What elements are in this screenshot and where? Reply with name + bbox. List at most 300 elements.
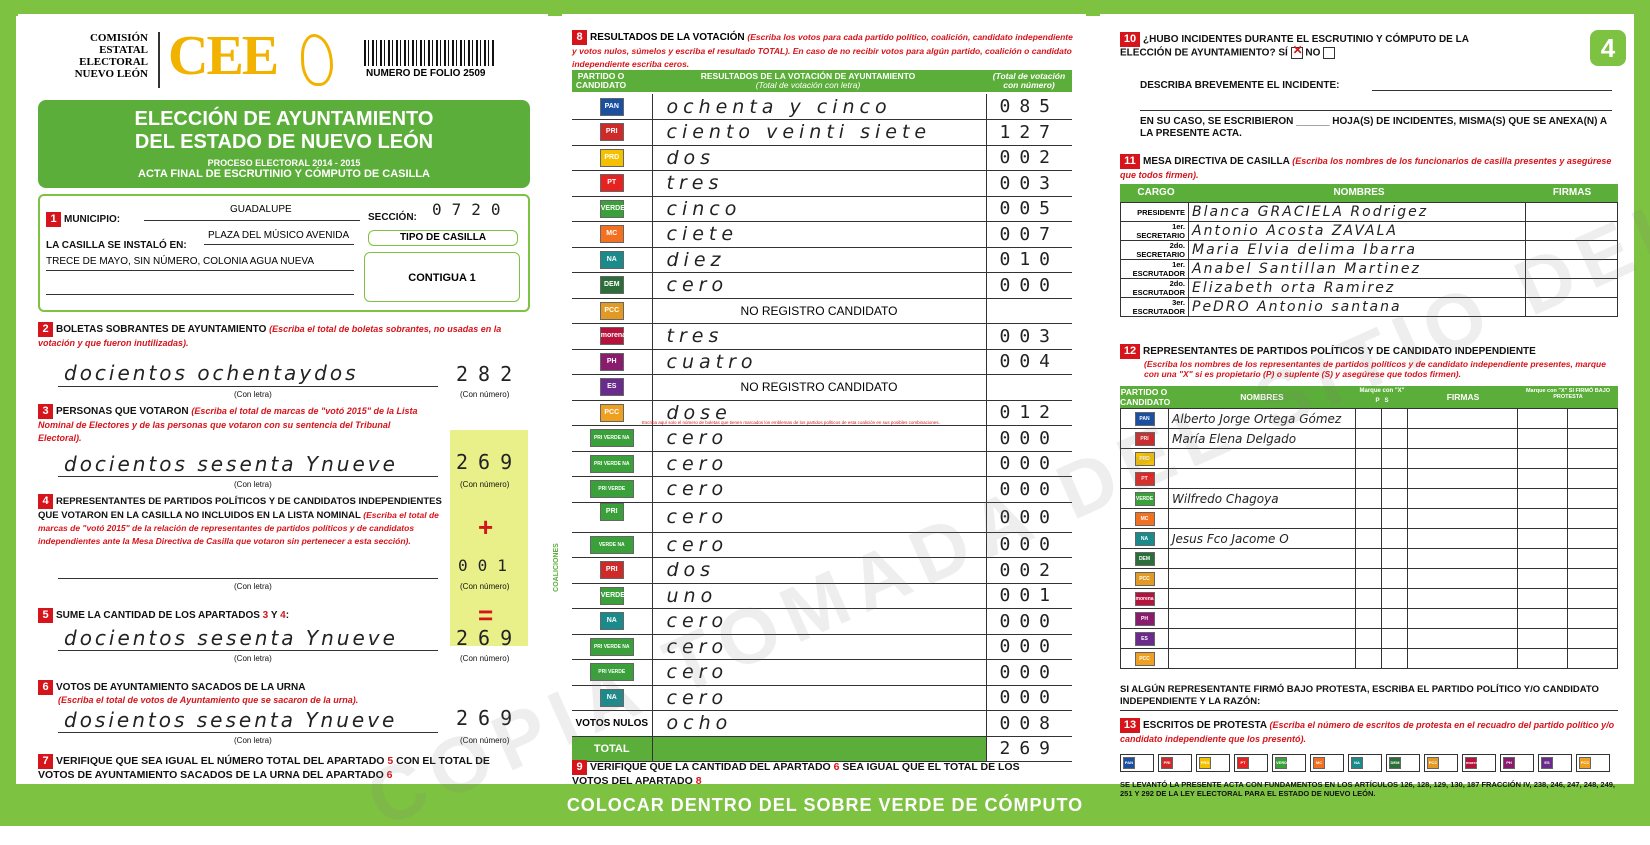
- coalition-label: COALICIONES: [553, 543, 560, 592]
- propietario-box[interactable]: [1356, 489, 1382, 509]
- results-table: [572, 94, 1072, 762]
- propietario-box[interactable]: [1356, 649, 1382, 669]
- propietario-box[interactable]: [1356, 529, 1382, 549]
- result-row: [572, 609, 1072, 635]
- rep-name: [1169, 569, 1356, 589]
- votes-in-letters: cero: [652, 273, 986, 299]
- party-logo-icon: PAN: [600, 98, 624, 116]
- votes-in-letters: cero: [652, 451, 986, 477]
- equals-sign: =: [478, 600, 493, 631]
- con-numero-3: (Con número): [460, 480, 509, 489]
- signature-field[interactable]: [1526, 260, 1618, 279]
- official-name: Anabel Santillan Martinez: [1189, 260, 1526, 279]
- votes-in-letters: dos: [652, 145, 986, 171]
- party-logo-icon: PCC: [600, 404, 624, 422]
- suplente-box[interactable]: [1382, 509, 1408, 529]
- col-results: RESULTADOS DE LA VOTACIÓN DE AYUNTAMIENTO (Total de votación con letra): [630, 70, 986, 92]
- con-letra-6: (Con letra): [234, 736, 272, 745]
- protest-count-box[interactable]: [1500, 754, 1534, 772]
- party-logo: [572, 349, 652, 375]
- section-3-numero: 269: [456, 450, 522, 474]
- propietario-box[interactable]: [1356, 469, 1382, 489]
- protesta-box-2[interactable]: [1568, 629, 1618, 649]
- votes-in-numbers: [986, 298, 1072, 324]
- section-2-numero: 282: [456, 362, 522, 386]
- votes-in-letters: ciento veinti siete: [652, 120, 986, 146]
- election-title-box: [38, 100, 530, 188]
- party-logo-icon: PRI NA: [600, 503, 624, 521]
- rep-signature[interactable]: [1408, 489, 1518, 509]
- rep-row: [1121, 529, 1618, 549]
- con-letra-4: (Con letra): [234, 582, 272, 591]
- votes-in-letters: dose: [652, 400, 986, 426]
- votes-in-numbers: 000: [986, 634, 1072, 660]
- protest-count-box[interactable]: [1120, 754, 1154, 772]
- signature-field[interactable]: [1526, 298, 1618, 317]
- party-logo-icon: PCC: [600, 302, 624, 320]
- protesta-box[interactable]: [1518, 629, 1568, 649]
- municipio-value: GUADALUPE: [230, 204, 292, 215]
- nulos-letra: ocho: [652, 711, 986, 737]
- party-logo-icon: PRI: [1135, 432, 1155, 446]
- propietario-box[interactable]: [1356, 509, 1382, 529]
- con-numero-4: (Con número): [460, 582, 509, 591]
- protesta-box[interactable]: [1518, 449, 1568, 469]
- official-name: Elizabeth orta Ramirez: [1189, 279, 1526, 298]
- mesa-row: [1121, 298, 1618, 317]
- rep-party-logo: [1121, 609, 1169, 629]
- mesa-header: [1120, 184, 1618, 202]
- lugar-1: PLAZA DEL MÚSICO AVENIDA: [208, 230, 349, 241]
- votes-in-numbers: 000: [986, 685, 1072, 711]
- section-4: 4 REPRESENTANTES DE PARTIDOS POLÍTICOS Y DE CANDIDATOS INDEPENDIENTES QUE VOTARON EN LA CASILLA NO INCLUIDOS EN LA LISTA NOMINAL (Escriba el total de marcas de "votó 2015" de la relación de representantes de partidos políticos y de candidatos independientes ante la Mesa Directiva de Casilla que votaron sin pertenecer a esta sección).: [38, 494, 448, 548]
- rep-name: [1169, 629, 1356, 649]
- votes-in-letters: cero: [652, 685, 986, 711]
- cargo: 3er. ESCRUTADOR: [1121, 298, 1189, 317]
- rep-col-party: PARTIDO O CANDIDATO: [1120, 386, 1168, 408]
- rep-col-protesta: Marque con "X" SI FIRMÓ BAJO PROTESTA: [1518, 386, 1618, 408]
- party-logo-icon: PRI VERDE NA: [590, 455, 634, 473]
- legal-text: SE LEVANTÓ LA PRESENTE ACTA CON FUNDAMENTOS EN LOS ARTÍCULOS 126, 128, 129, 130, 187 FRACCIÓN IV, 238, 246, 247, 248, 249, 251 Y 292 DE LA LEY ELECTORAL PARA EL ESTADO DE NUEVO LEÓN.: [1120, 780, 1618, 798]
- protesta-box-2[interactable]: [1568, 549, 1618, 569]
- acta-title: ACTA FINAL DE ESCRUTINIO Y CÓMPUTO DE CASILLA: [38, 168, 530, 180]
- suplente-box[interactable]: [1382, 569, 1408, 589]
- rep-party-logo: [1121, 509, 1169, 529]
- protesta-box-2[interactable]: [1568, 529, 1618, 549]
- cargo: 1er. SECRETARIO: [1121, 222, 1189, 241]
- rep-row: [1121, 509, 1618, 529]
- protesta-box-2[interactable]: [1568, 409, 1618, 429]
- party-logo: [572, 120, 652, 146]
- rep-signature[interactable]: [1408, 629, 1518, 649]
- rep-party-logo: [1121, 429, 1169, 449]
- protesta-box-2[interactable]: [1568, 469, 1618, 489]
- rep-table: [1120, 408, 1618, 669]
- signature-field[interactable]: [1526, 241, 1618, 260]
- protesta-box-2[interactable]: [1568, 649, 1618, 669]
- rep-signature[interactable]: [1408, 449, 1518, 469]
- col-cargo: CARGO: [1120, 184, 1192, 202]
- section-2: 2 BOLETAS SOBRANTES DE AYUNTAMIENTO (Escriba el total de boletas sobrantes, no usadas en la votación y que fueron inutilizadas).: [38, 322, 530, 350]
- con-letra-3: (Con letra): [234, 480, 272, 489]
- si-checkbox[interactable]: ✕: [1291, 47, 1303, 59]
- propietario-box[interactable]: [1356, 569, 1382, 589]
- protesta-box[interactable]: [1518, 609, 1568, 629]
- protesta-box[interactable]: [1518, 569, 1568, 589]
- protesta-box[interactable]: [1518, 649, 1568, 669]
- suplente-box[interactable]: [1382, 549, 1408, 569]
- result-row: [572, 634, 1072, 660]
- lugar-2: TRECE DE MAYO, SIN NÚMERO, COLONIA AGUA NUEVA: [46, 256, 314, 267]
- left-panel: [18, 14, 548, 780]
- total-num: 269: [986, 736, 1072, 762]
- result-row: [572, 273, 1072, 299]
- party-logo: [572, 400, 652, 426]
- mesa-row: [1121, 203, 1618, 222]
- col-firmas: FIRMAS: [1526, 184, 1618, 202]
- propietario-box[interactable]: [1356, 429, 1382, 449]
- votes-in-letters: cero: [652, 660, 986, 686]
- col-num: (Total de votación con número): [986, 70, 1072, 92]
- votes-in-numbers: 000: [986, 273, 1072, 299]
- section-3: 3 PERSONAS QUE VOTARON (Escriba el total de marcas de "votó 2015" de la Lista Nominal de Electores y de las personas que votaron con su sentencia del Tribunal Electoral).: [38, 404, 428, 445]
- total-row: [572, 736, 1072, 762]
- party-logo-icon: PT: [600, 174, 624, 192]
- protesta-box-2[interactable]: [1568, 509, 1618, 529]
- propietario-box[interactable]: [1356, 589, 1382, 609]
- section-6-numero: 269: [456, 706, 522, 730]
- protesta-box-2[interactable]: [1568, 609, 1618, 629]
- protesta-box-2[interactable]: [1568, 489, 1618, 509]
- plus-sign: +: [478, 512, 493, 543]
- result-row: [572, 247, 1072, 273]
- rep-row: [1121, 549, 1618, 569]
- rep-signature[interactable]: [1408, 609, 1518, 629]
- section-5-letra: docientos sesenta Ynueve: [64, 626, 398, 650]
- votes-in-letters: cero: [652, 609, 986, 635]
- party-logo-icon: DEM: [1135, 552, 1155, 566]
- propietario-box[interactable]: [1356, 609, 1382, 629]
- votes-in-numbers: 000: [986, 660, 1072, 686]
- rep-signature[interactable]: [1408, 409, 1518, 429]
- protesta-box[interactable]: [1518, 409, 1568, 429]
- suplente-box[interactable]: [1382, 409, 1408, 429]
- sheet-number: 4: [1590, 30, 1626, 66]
- suplente-box[interactable]: [1382, 449, 1408, 469]
- votes-in-letters: cero: [652, 502, 986, 532]
- rep-party-logo: [1121, 449, 1169, 469]
- votes-in-numbers: 004: [986, 349, 1072, 375]
- suplente-box[interactable]: [1382, 429, 1408, 449]
- party-logo-icon: PRI VERDE NA: [590, 429, 634, 447]
- party-logo: [572, 375, 652, 401]
- result-row: [572, 324, 1072, 350]
- nulos-num: 008: [986, 711, 1072, 737]
- section-3-letra: docientos sesenta Ynueve: [64, 452, 398, 476]
- rep-name: Alberto Jorge Ortega Gómez: [1169, 409, 1356, 429]
- nl-map-icon: [301, 34, 333, 86]
- tipo-label: TIPO DE CASILLA: [368, 230, 518, 246]
- votes-in-letters: cero: [652, 477, 986, 503]
- signature-field[interactable]: [1526, 222, 1618, 241]
- party-logo: [572, 502, 652, 532]
- party-logo: [572, 426, 652, 452]
- rep-header: [1120, 386, 1618, 408]
- rep-row: [1121, 469, 1618, 489]
- party-logo-icon: VERDE: [600, 200, 624, 218]
- mesa-row: [1121, 260, 1618, 279]
- votes-in-numbers: [986, 375, 1072, 401]
- result-row: [572, 451, 1072, 477]
- party-logo: [572, 558, 652, 584]
- party-logo-icon: morena: [600, 327, 624, 345]
- suplente-box[interactable]: [1382, 629, 1408, 649]
- party-logo-icon: VERDE: [1135, 492, 1155, 506]
- propietario-box[interactable]: [1356, 629, 1382, 649]
- col-nombres: NOMBRES: [1192, 184, 1526, 202]
- rep-row: [1121, 609, 1618, 629]
- rep-name: Jesus Fco Jacome O: [1169, 529, 1356, 549]
- mesa-row: [1121, 241, 1618, 260]
- party-logo: [572, 451, 652, 477]
- suplente-box[interactable]: [1382, 589, 1408, 609]
- official-name: Antonio Acosta ZAVALA: [1189, 222, 1526, 241]
- party-logo-icon: ES: [1541, 757, 1553, 769]
- party-logo-icon: PAN: [1123, 757, 1135, 769]
- con-letra-2: (Con letra): [234, 390, 272, 399]
- votes-in-numbers: 003: [986, 324, 1072, 350]
- section-5-numero: 269: [456, 626, 522, 650]
- party-logo-icon: NA: [600, 612, 624, 630]
- section-7: 7 VERIFIQUE QUE SEA IGUAL EL NÚMERO TOTAL DEL APARTADO 5 CON EL TOTAL DE VOTOS DE AYUNTAMIENTO SACADOS DE LA URNA DEL APARTADO 6: [38, 754, 508, 781]
- section-11-header: 11 MESA DIRECTIVA DE CASILLA (Escriba los nombres de los funcionarios de casilla presentes y asegúrese que todos firmen).: [1120, 154, 1620, 182]
- protesta-box[interactable]: [1518, 429, 1568, 449]
- party-logo-icon: ES: [1135, 632, 1155, 646]
- seccion-value: 0720: [432, 200, 511, 219]
- votes-in-numbers: 127: [986, 120, 1072, 146]
- section-13-header: 13 ESCRITOS DE PROTESTA (Escriba el número de escritos de protesta en el recuadro del partido político y/o candidato independiente que los presentó).: [1120, 718, 1620, 746]
- protest-count-box[interactable]: [1196, 754, 1230, 772]
- con-numero-6: (Con número): [460, 736, 509, 745]
- rep-signature[interactable]: [1408, 649, 1518, 669]
- party-logo-icon: PCC: [1579, 757, 1591, 769]
- protest-count-box[interactable]: [1462, 754, 1496, 772]
- rep-signature[interactable]: [1408, 529, 1518, 549]
- rep-row: [1121, 409, 1618, 429]
- result-row: [572, 349, 1072, 375]
- signature-field[interactable]: [1526, 203, 1618, 222]
- votes-in-numbers: 007: [986, 222, 1072, 248]
- rep-signature[interactable]: [1408, 469, 1518, 489]
- protesta-box[interactable]: [1518, 489, 1568, 509]
- party-logo: [572, 634, 652, 660]
- protesta-box[interactable]: [1518, 509, 1568, 529]
- protest-count-box[interactable]: [1538, 754, 1572, 772]
- party-logo: [572, 477, 652, 503]
- party-logo: [572, 660, 652, 686]
- tipo-value: CONTIGUA 1: [364, 252, 520, 302]
- right-panel: [1100, 14, 1634, 780]
- rep-party-logo: [1121, 469, 1169, 489]
- result-row: [572, 660, 1072, 686]
- results-header: [572, 70, 1072, 92]
- rep-name: [1169, 589, 1356, 609]
- seccion-label: SECCIÓN:: [368, 212, 417, 224]
- party-logo-icon: PRI: [600, 561, 624, 579]
- votes-in-numbers: 000: [986, 609, 1072, 635]
- barcode: [364, 40, 494, 66]
- signature-field[interactable]: [1526, 279, 1618, 298]
- title-line-1: ELECCIÓN DE AYUNTAMIENTO: [38, 100, 530, 131]
- party-logo-icon: NA: [1351, 757, 1363, 769]
- party-logo-icon: PRI VERDE NA: [590, 638, 634, 656]
- section-5: 5 SUME LA CANTIDAD DE LOS APARTADOS 3 Y 4:: [38, 608, 289, 623]
- suplente-box[interactable]: [1382, 489, 1408, 509]
- protest-count-box[interactable]: [1234, 754, 1268, 772]
- rep-col-nombres: NOMBRES: [1168, 386, 1356, 408]
- party-logo: [572, 145, 652, 171]
- protesta-box-2[interactable]: [1568, 589, 1618, 609]
- cargo: 1er. ESCRUTADOR: [1121, 260, 1189, 279]
- instalo-label: LA CASILLA SE INSTALÓ EN:: [46, 240, 187, 252]
- process: PROCESO ELECTORAL 2014 - 2015: [38, 158, 530, 168]
- protest-count-box[interactable]: [1424, 754, 1458, 772]
- protest-count-box[interactable]: [1386, 754, 1420, 772]
- mesa-row: [1121, 279, 1618, 298]
- protesta-box[interactable]: [1518, 469, 1568, 489]
- party-logo-icon: PCC: [1135, 572, 1155, 586]
- section-10: 10 ¿HUBO INCIDENTES DURANTE EL ESCRUTINIO Y CÓMPUTO DE LA ELECCIÓN DE AYUNTAMIENTO? SÍ ✕ NO: [1120, 32, 1510, 60]
- protesta-box[interactable]: [1518, 549, 1568, 569]
- cargo: PRESIDENTE: [1121, 203, 1189, 222]
- describe-label: DESCRIBA BREVEMENTE EL INCIDENTE:: [1140, 80, 1339, 92]
- rep-signature[interactable]: [1408, 429, 1518, 449]
- party-logo-icon: PRI: [600, 123, 624, 141]
- votes-in-letters: cero: [652, 634, 986, 660]
- section-2-letra: docientos ochentaydos: [64, 361, 359, 385]
- protest-count-box[interactable]: [1272, 754, 1306, 772]
- votes-in-numbers: 002: [986, 145, 1072, 171]
- suplente-box[interactable]: [1382, 649, 1408, 669]
- rep-party-logo: [1121, 569, 1169, 589]
- rep-name: [1169, 549, 1356, 569]
- suplente-box[interactable]: [1382, 529, 1408, 549]
- party-logo-icon: PH: [1135, 612, 1155, 626]
- party-logo-icon: PRD: [1199, 757, 1211, 769]
- protest-count-box[interactable]: [1576, 754, 1610, 772]
- protesta-box-2[interactable]: [1568, 429, 1618, 449]
- protesta-box-2[interactable]: [1568, 569, 1618, 589]
- party-logo-icon: NA: [600, 689, 624, 707]
- section-12-header: 12 REPRESENTANTES DE PARTIDOS POLÍTICOS Y DE CANDIDATO INDEPENDIENTE (Escriba los nombres de los representantes de partidos políticos y de candidato independiente presentes, marque con una "X" si es propietario (P) o suplente (S) y asegúrese que todos firmen).: [1120, 344, 1620, 379]
- party-logo-icon: MC: [600, 225, 624, 243]
- rep-signature[interactable]: [1408, 509, 1518, 529]
- protesta-box[interactable]: [1518, 589, 1568, 609]
- middle-panel: [562, 14, 1086, 780]
- party-logo-icon: DEM: [1389, 757, 1401, 769]
- party-logo: [572, 247, 652, 273]
- party-logo: [572, 273, 652, 299]
- votes-in-numbers: 000: [986, 532, 1072, 558]
- rep-party-logo: [1121, 409, 1169, 429]
- votes-in-letters: diez: [652, 247, 986, 273]
- party-logo: [572, 609, 652, 635]
- protest-count-box[interactable]: [1158, 754, 1192, 772]
- party-logo-icon: PH: [600, 353, 624, 371]
- protest-count-box[interactable]: [1310, 754, 1344, 772]
- votes-in-letters: ciete: [652, 222, 986, 248]
- rep-name: [1169, 449, 1356, 469]
- suplente-box[interactable]: [1382, 469, 1408, 489]
- party-logo: [572, 532, 652, 558]
- party-logo-icon: MC: [1135, 512, 1155, 526]
- cargo: 2do. ESCRUTADOR: [1121, 279, 1189, 298]
- rep-row: [1121, 489, 1618, 509]
- result-row: [572, 171, 1072, 197]
- rep-signature[interactable]: [1408, 549, 1518, 569]
- votes-in-numbers: 085: [986, 94, 1072, 120]
- party-logo: [572, 324, 652, 350]
- no-checkbox[interactable]: [1323, 47, 1335, 59]
- votes-in-letters: uno: [652, 583, 986, 609]
- votes-in-letters: cero: [652, 532, 986, 558]
- rep-signature[interactable]: [1408, 569, 1518, 589]
- votes-in-numbers: 003: [986, 171, 1072, 197]
- party-logo-icon: PH: [1503, 757, 1515, 769]
- propietario-box[interactable]: [1356, 409, 1382, 429]
- suplente-box[interactable]: [1382, 609, 1408, 629]
- result-row: [572, 145, 1072, 171]
- propietario-box[interactable]: [1356, 549, 1382, 569]
- protesta-box[interactable]: [1518, 529, 1568, 549]
- con-numero-5: (Con número): [460, 654, 509, 663]
- votes-in-letters: cinco: [652, 196, 986, 222]
- rep-signature[interactable]: [1408, 589, 1518, 609]
- con-letra-5: (Con letra): [234, 654, 272, 663]
- result-row: [572, 196, 1072, 222]
- result-row: [572, 426, 1072, 452]
- result-row: [572, 502, 1072, 532]
- votes-in-letters: tres: [652, 171, 986, 197]
- title-line-2: DEL ESTADO DE NUEVO LEÓN: [38, 131, 530, 154]
- party-logo-icon: PRI VERDE: [590, 480, 634, 498]
- propietario-box[interactable]: [1356, 449, 1382, 469]
- rep-party-logo: [1121, 549, 1169, 569]
- party-logo-icon: PRD: [1135, 452, 1155, 466]
- party-logo-icon: PRI VERDE: [590, 663, 634, 681]
- anexa-label: EN SU CASO, SE ESCRIBIERON ______ HOJA(S) DE INCIDENTES, MISMA(S) QUE SE ANEXA(N) A LA PRESENTE ACTA.: [1140, 116, 1612, 140]
- party-logo: [572, 583, 652, 609]
- party-logo: [572, 196, 652, 222]
- votes-in-letters: dos: [652, 558, 986, 584]
- mesa-row: [1121, 222, 1618, 241]
- party-logo-icon: PCC: [1427, 757, 1439, 769]
- party-logo: [572, 298, 652, 324]
- party-logo-icon: PT: [1237, 757, 1249, 769]
- protest-count-box[interactable]: [1348, 754, 1382, 772]
- result-row: [572, 298, 1072, 324]
- commission-name: COMISIÓN ESTATAL ELECTORAL NUEVO LEÓN: [40, 32, 148, 80]
- official-name: Blanca GRACIELA Rodrigez: [1189, 203, 1526, 222]
- votes-in-numbers: 010: [986, 247, 1072, 273]
- cargo: 2do. SECRETARIO: [1121, 241, 1189, 260]
- protesta-box-2[interactable]: [1568, 449, 1618, 469]
- footer-instruction: COLOCAR DENTRO DEL SOBRE VERDE DE CÓMPUTO: [0, 784, 1650, 826]
- municipio-label: 1 MUNICIPIO:: [46, 212, 120, 227]
- votes-in-letters: NO REGISTRO CANDIDATO: [652, 375, 986, 401]
- votes-in-letters: ochenta y cinco: [652, 94, 986, 120]
- total-label: TOTAL: [572, 736, 652, 762]
